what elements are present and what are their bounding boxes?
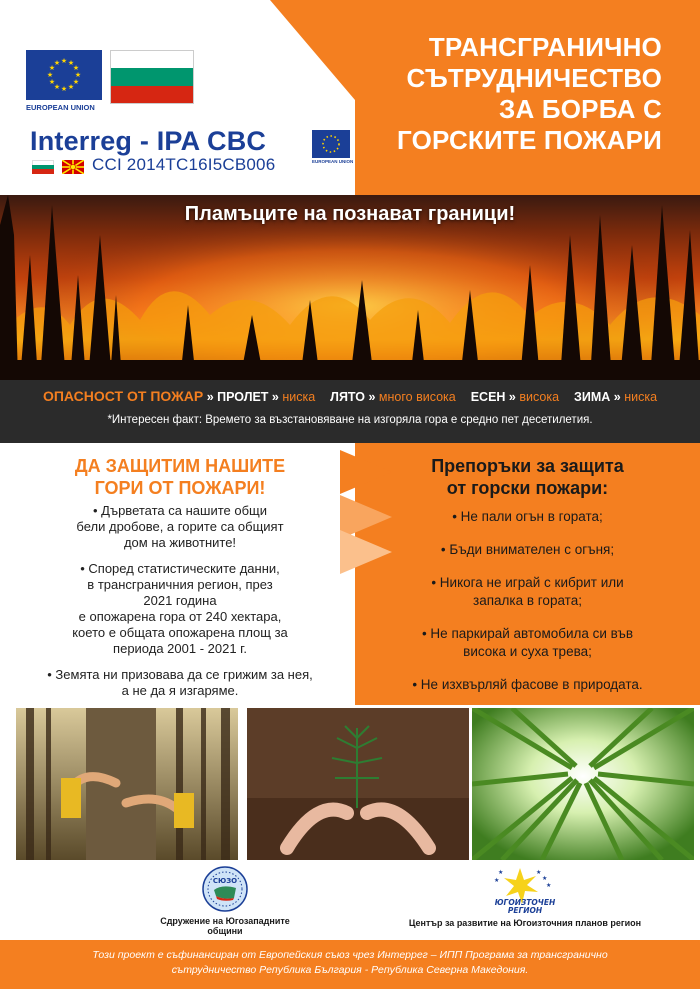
- interesting-fact: *Интересен факт: Времето за възстановяване на изгоряла гора е средно пет десетилетия.: [107, 414, 593, 426]
- photo-strip: [0, 708, 700, 860]
- footer-line: сътрудничество Република България - Република Северна Македония.: [171, 964, 529, 976]
- text-line: което е общата опожарена площ за: [72, 625, 288, 640]
- svg-text:★: ★: [60, 85, 68, 93]
- fire-risk-bar: [0, 380, 700, 443]
- svg-text:★: ★: [67, 83, 75, 91]
- recommendations-section: [355, 443, 700, 705]
- svg-text:★: ★: [72, 64, 80, 72]
- level-winter: ниска: [624, 390, 658, 404]
- eu-flag-icon: [26, 50, 102, 100]
- tip-item: [365, 541, 690, 559]
- planting-seedling-photo: [247, 708, 469, 860]
- region-logo-line: РЕГИОН: [507, 906, 543, 914]
- text-line: • Според статистическите данни,: [80, 561, 280, 576]
- risk-arrow: »: [271, 390, 279, 404]
- left-text: [20, 503, 340, 709]
- bulgaria-flag-icon: [32, 160, 54, 174]
- tip-line: • Не изхвърляй фасове в природата.: [412, 677, 643, 692]
- forest-fire-banner: [0, 195, 700, 380]
- syuzo-caption: Сдружение на Югозападните общини: [160, 916, 290, 936]
- tip-item: [365, 574, 690, 610]
- svg-text:★: ★: [60, 57, 68, 65]
- title-line: ГОРСКИТЕ ПОЖАРИ: [397, 125, 662, 155]
- tip-line: • Не паркирай автомобила си във: [421, 626, 634, 641]
- partner-logos: [26, 50, 356, 195]
- southeast-region-logo: [395, 864, 655, 928]
- paragraph: [20, 667, 340, 699]
- level-spring: ниска: [282, 390, 316, 404]
- text-line: а не да я изгаряме.: [121, 683, 239, 698]
- heading-line: Препоръки за защита: [431, 456, 624, 476]
- bulgaria-flag-icon: [110, 50, 194, 104]
- right-heading: [355, 455, 700, 499]
- footer-line: Този проект е съфинансиран от Европейския съюз чрез Интеррег – ИПП Програма за трансгранично: [92, 949, 608, 961]
- risk-arrow: »: [508, 390, 516, 404]
- arrow-right-icon: [340, 450, 392, 494]
- text-line: е опожарена гора от 240 хектара,: [78, 609, 282, 624]
- text-line: бели дробове, а горите са общият: [76, 519, 284, 534]
- footer: [0, 940, 700, 989]
- header: [0, 0, 700, 195]
- tree-hug-photo: [16, 708, 238, 860]
- text-line: 2021 година: [143, 593, 217, 608]
- svg-text:★: ★: [542, 875, 548, 882]
- title-line: ЗА БОРБА С: [498, 94, 662, 124]
- funding-disclaimer: [30, 948, 670, 978]
- svg-text:★: ★: [72, 78, 80, 86]
- risk-arrow: »: [613, 390, 621, 404]
- svg-text:★: ★: [48, 64, 56, 72]
- tip-item: [365, 676, 690, 694]
- cci-code: CCI 2014TC16I5CB006: [92, 155, 276, 174]
- arrow-right-icon: [340, 530, 392, 574]
- heading-line: ГОРИ ОТ ПОЖАРИ!: [94, 478, 266, 498]
- banner-slogan: Пламъците на познават граници!: [184, 203, 516, 225]
- risk-arrow: »: [368, 390, 376, 404]
- svg-text:★: ★: [67, 59, 75, 67]
- svg-text:★: ★: [48, 78, 56, 86]
- region-logo-line: ЮГОИЗТОЧЕН: [494, 898, 556, 907]
- risk-arrow: »: [206, 390, 214, 404]
- svg-text:★: ★: [53, 59, 61, 67]
- left-heading: [30, 455, 330, 499]
- season-autumn: ЕСЕН: [470, 390, 506, 404]
- risk-lead: ОПАСНОСТ ОТ ПОЖАР: [42, 388, 204, 404]
- paragraph: [20, 561, 340, 657]
- svg-text:★: ★: [536, 869, 542, 876]
- syuzo-badge-text: СЮЗО: [212, 877, 238, 885]
- bamboo-forest-photo: [472, 708, 694, 860]
- syuzo-logo: [145, 866, 305, 936]
- tip-line: • Бъди внимателен с огъня;: [440, 542, 615, 557]
- level-autumn: висока: [519, 390, 560, 404]
- title-line: ТРАНСГРАНИЧНО: [428, 32, 662, 62]
- fire-risk-line: [0, 388, 700, 404]
- tip-line: • Никога не играй с кибрит или: [431, 575, 624, 590]
- text-line: дом на животните!: [123, 535, 237, 550]
- southeast-region-emblem-icon: [490, 864, 560, 914]
- svg-text:★: ★: [498, 869, 504, 876]
- tip-item: [365, 508, 690, 526]
- title-line: СЪТРУДНИЧЕСТВО: [406, 63, 662, 93]
- svg-text:★: ★: [46, 71, 54, 79]
- season-summer: ЛЯТО: [330, 390, 365, 404]
- svg-text:★: ★: [53, 83, 61, 91]
- text-line: периода 2001 - 2021 г.: [113, 641, 247, 656]
- eu-small-label: EUROPEAN UNION: [312, 159, 354, 164]
- svg-text:★: ★: [546, 882, 552, 889]
- season-winter: ЗИМА: [574, 390, 611, 404]
- poster-title: [362, 32, 662, 156]
- north-macedonia-flag-icon: [62, 160, 84, 174]
- svg-text:★: ★: [74, 71, 82, 79]
- tip-line: • Не пали огън в гората;: [452, 509, 603, 524]
- heading-line: от горски пожари:: [446, 478, 609, 498]
- southeast-region-caption: Център за развитие на Югоизточния планов регион: [408, 918, 642, 928]
- eu-flag-icon: [312, 130, 350, 158]
- eu-label: EUROPEAN UNION: [26, 103, 95, 112]
- text-line: в трансграничния регион, през: [87, 577, 273, 592]
- text-line: • Земята ни призовава да се грижим за нея,: [47, 667, 313, 682]
- level-summer: много висока: [378, 390, 456, 404]
- text-line: • Дърветата са нашите общи: [92, 503, 267, 518]
- tip-line: висока и суха трева;: [463, 644, 592, 659]
- organizations-logos: [0, 860, 700, 940]
- season-spring: ПРОЛЕТ: [217, 390, 269, 404]
- paragraph: [20, 503, 340, 551]
- tip-line: запалка в гората;: [473, 593, 582, 608]
- syuzo-emblem-icon: [202, 866, 248, 912]
- interreg-title: Interreg - IPA CBC: [30, 126, 267, 156]
- heading-line: ДА ЗАЩИТИМ НАШИТЕ: [74, 456, 286, 476]
- tips-list: [365, 508, 690, 709]
- svg-text:★: ★: [494, 877, 500, 884]
- protect-forests-section: [0, 443, 355, 705]
- tip-item: [365, 625, 690, 661]
